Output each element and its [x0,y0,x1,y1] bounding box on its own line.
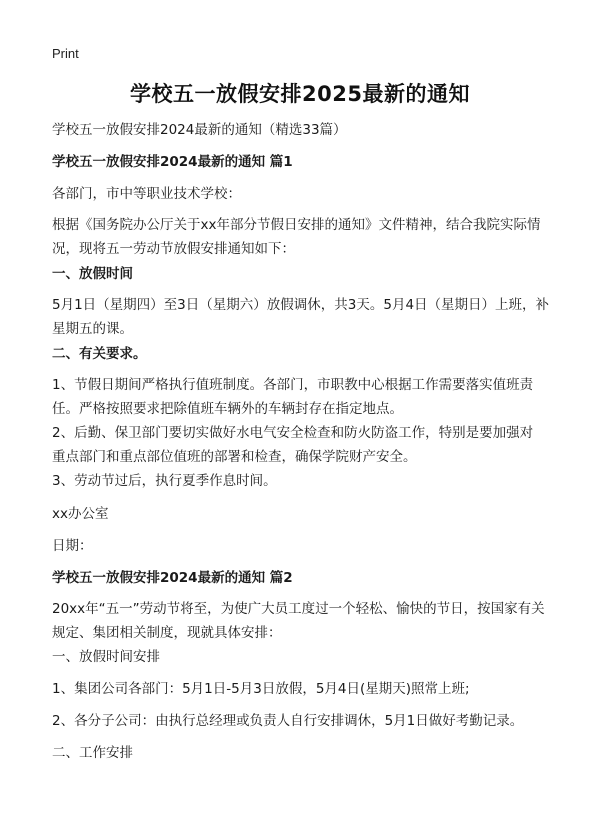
req2-line-1: 2、后勤、保卫部门要切实做好水电气安全检查和防火防盗工作，特别是要加强对 [52,425,534,441]
requirement-1-paragraph [52,373,552,421]
requirement-3-paragraph: 3、劳动节过后，执行夏季作息时间。 [52,473,277,489]
section2-subheading-2: 二、工作安排 [52,745,133,761]
holiday-time-heading: 一、放假时间 [52,266,133,282]
holiday-line-2: 星期五的课。 [52,321,133,337]
section2-subheading-1: 一、放假时间安排 [52,649,160,665]
print-link[interactable]: Print [52,46,79,61]
section2-item-2: 2、各分子公司：由执行总经理或负责人自行安排调休，5月1日做好考勤记录。 [52,713,524,729]
s2-intro-line-2: 规定、集团相关制度，现就具体安排： [52,625,282,641]
section1-heading: 学校五一放假安排2024最新的通知 篇1 [52,154,293,170]
req1-line-1: 1、节假日期间严格执行值班制度。各部门，市职教中心根据工作需要落实值班责 [52,377,534,393]
requirements-heading: 二、有关要求。 [52,346,147,362]
recipients-paragraph: 各部门，市中等职业技术学校： [52,186,241,202]
basis-line-2: 况，现将五一劳动节放假安排通知如下： [52,241,295,257]
requirement-2-paragraph [52,421,552,469]
section2-intro-paragraph [52,597,552,645]
section2-heading: 学校五一放假安排2024最新的通知 篇2 [52,570,293,586]
holiday-time-paragraph [52,293,552,341]
holiday-line-1: 5月1日（星期四）至3日（星期六）放假调休，共3天。5月4日（星期日）上班，补 [52,297,550,313]
document-title: 学校五一放假安排2025最新的通知 [130,82,470,106]
document-subtitle: 学校五一放假安排2024最新的通知（精选33篇） [52,122,347,138]
section2-item-1: 1、集团公司各部门：5月1日-5月3日放假，5月4日(星期天)照常上班; [52,681,470,697]
req2-line-2: 重点部门和重点部位值班的部署和检查，确保学院财产安全。 [52,449,417,465]
office-signature: xx办公室 [52,506,109,522]
basis-line-1: 根据《国务院办公厅关于xx年部分节假日安排的通知》文件精神，结合我院实际情 [52,217,541,233]
s2-intro-line-1: 20xx年“五一”劳动节将至，为使广大员工度过一个轻松、愉快的节日，按国家有关 [52,601,545,617]
req1-line-2: 任。严格按照要求把除值班车辆外的车辆封存在指定地点。 [52,401,403,417]
basis-paragraph [52,213,552,261]
date-line: 日期： [52,538,93,554]
